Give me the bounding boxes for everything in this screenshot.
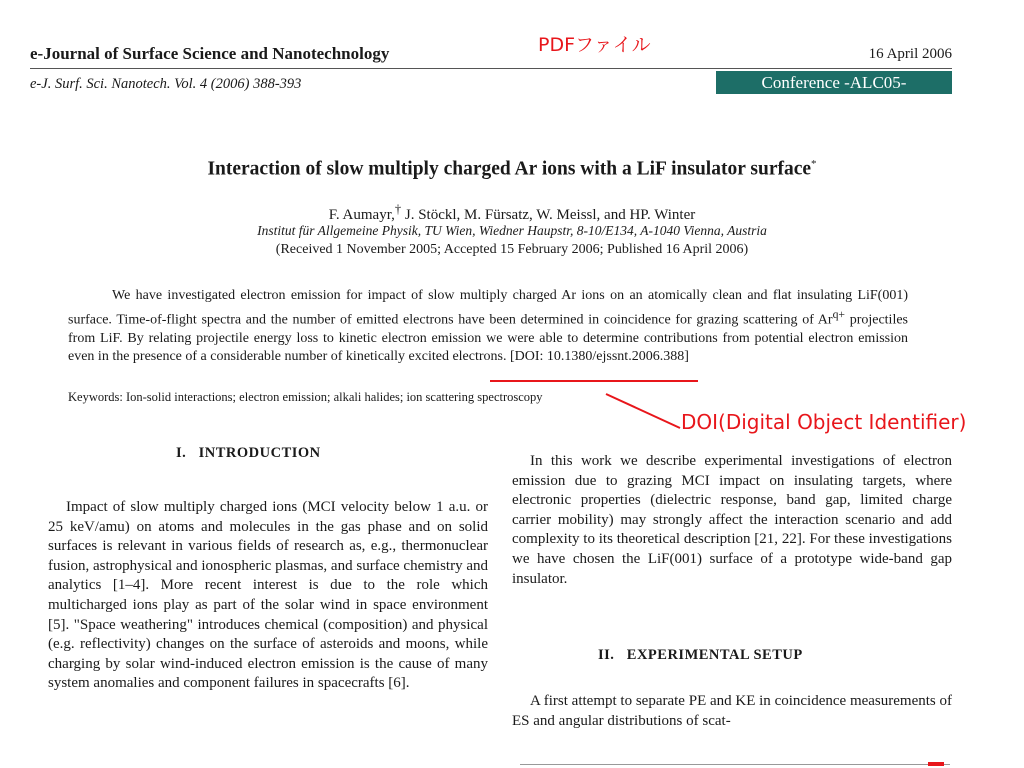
abstract-text-2: projectiles from LiF. By relating projectile energy loss to kinetic electron emission we were able to determine contributions from potential electron emission even in the presence of a considerable number of kinetically excited electrons. bbox=[68, 312, 908, 365]
section-heading-experimental-setup: II. EXPERIMENTAL SETUP bbox=[598, 647, 803, 663]
red-marker bbox=[928, 762, 944, 766]
abstract-text-1: We have investigated electron emission for impact of slow multiply charged Ar ions on an atomically clean and flat insulating LiF(001) surface. Time-of-flight spectra and the number of emitted electrons have been determined in coincidence for grazing scattering of Ar bbox=[68, 288, 908, 328]
pdf-file-annotation: PDFファイル bbox=[538, 34, 651, 56]
abstract-charge-superscript: q+ bbox=[832, 307, 845, 321]
header-divider bbox=[30, 68, 952, 69]
doi-highlight-underline bbox=[490, 380, 698, 382]
paper-title bbox=[0, 158, 1024, 181]
doi-pointer-line bbox=[604, 392, 684, 432]
setup-paragraph: A first attempt to separate PE and KE in coincidence measurements of ES and angular distributions of scat- bbox=[512, 693, 952, 729]
conference-badge: Conference -ALC05- bbox=[716, 71, 952, 94]
journal-citation: e-J. Surf. Sci. Nanotech. Vol. 4 (2006) 388-393 bbox=[30, 76, 302, 92]
paper-title-text: Interaction of slow multiply charged Ar ions with a LiF insulator surface bbox=[207, 158, 812, 180]
keywords: Keywords: Ion-solid interactions; electron emission; alkali halides; ion scattering spectroscopy bbox=[68, 390, 543, 404]
doi-annotation: DOI(Digital Object Identifier) bbox=[681, 410, 967, 434]
publication-date: 16 April 2006 bbox=[868, 46, 952, 62]
introduction-paragraph: Impact of slow multiply charged ions (MCI velocity below 1 a.u. or 25 keV/amu) on atoms and molecules in the gas phase and on solid surfaces is relevant in various fields of research as, e.g., thermonuclear fusion, astrophysical and ionospheric plasmas, and surface chemistry and analytics [1–4]. More recent interest is due to the role which multicharged ions play as part of the solar wind in space environment [5]. "Space weathering" introduces chemical (composition) and physical (e.g. reflectivity) changes on the surface of asteroids and moons, while charging by solar wind-induced electron emission is the cause of many system anomalies and component failures in spacecrafts [6]. bbox=[48, 499, 488, 692]
title-footnote-mark: * bbox=[811, 158, 817, 170]
right-column-paragraph: In this work we describe experimental investigations of electron emission due to grazing MCI impact on insulating targets, where electronic properties (dielectric response, band gap, limited charge carrier mobility) may strongly affect the interaction scenario and add complexity to its theoretical description [21, 22]. For these investigations we have chosen the LiF(001) surface of a prototype wide-band gap insulator. bbox=[512, 453, 952, 587]
journal-name: e-Journal of Surface Science and Nanotechnology bbox=[30, 44, 390, 63]
doi-link[interactable]: [DOI: 10.1380/ejssnt.2006.388] bbox=[509, 349, 689, 365]
authors-rest: J. Stöckl, M. Fürsatz, W. Meissl, and HP. Winter bbox=[401, 207, 696, 223]
author-dagger-mark: † bbox=[394, 202, 402, 216]
author-list bbox=[0, 202, 1024, 224]
affiliation: Institut für Allgemeine Physik, TU Wien, Wiedner Haupstr, 8-10/E134, A-1040 Vienna, Austria bbox=[257, 223, 767, 238]
abstract bbox=[68, 287, 908, 367]
section-heading-introduction: I. INTRODUCTION bbox=[176, 445, 321, 461]
authors-first: F. Aumayr, bbox=[328, 207, 395, 223]
footnote-divider bbox=[520, 764, 950, 765]
received-dates: (Received 1 November 2005; Accepted 15 February 2006; Published 16 April 2006) bbox=[275, 242, 749, 257]
